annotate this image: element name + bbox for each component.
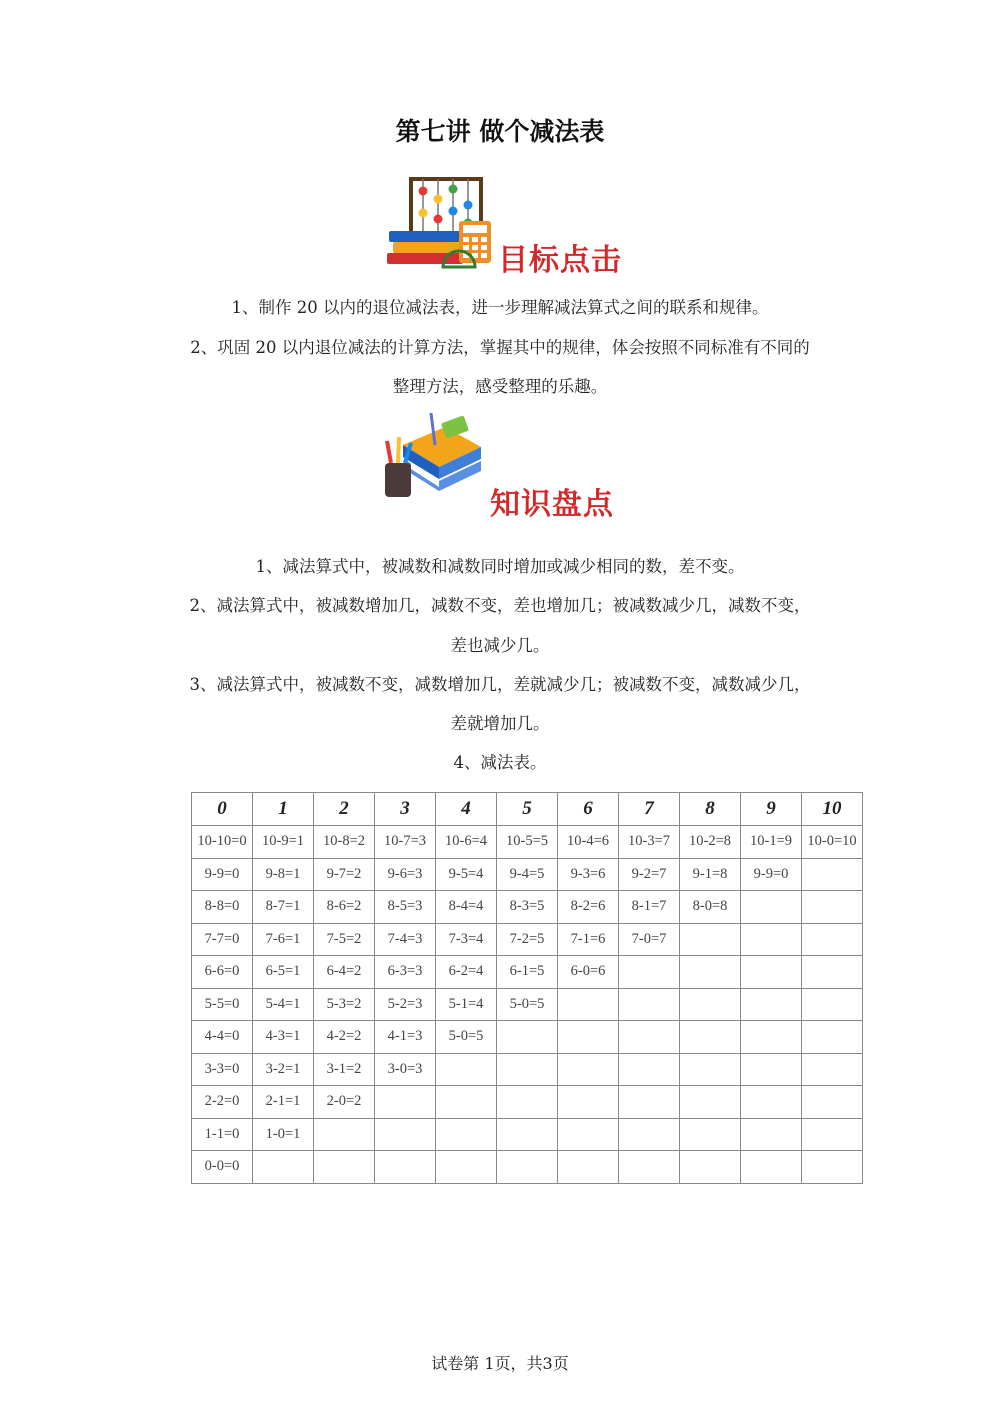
- table-cell: 6-6=0: [192, 956, 253, 989]
- table-cell: [375, 1151, 436, 1184]
- table-cell: [802, 1053, 863, 1086]
- table-cell: 6-2=4: [436, 956, 497, 989]
- table-cell: [680, 1021, 741, 1054]
- table-cell: [802, 923, 863, 956]
- table-cell: [497, 1151, 558, 1184]
- table-cell: 9-7=2: [314, 858, 375, 891]
- table-cell: [558, 1021, 619, 1054]
- column-header: 5: [497, 793, 558, 826]
- column-header: 3: [375, 793, 436, 826]
- abacus-books-illustration: [383, 175, 503, 275]
- table-cell: [680, 1151, 741, 1184]
- table-cell: 10-6=4: [436, 826, 497, 859]
- goal-item-2-cont: 整理方法，感受整理的乐趣。: [392, 377, 608, 396]
- page-footer: 试卷第 1页，共3页: [431, 1354, 569, 1373]
- table-cell: 2-0=2: [314, 1086, 375, 1119]
- table-cell: 9-4=5: [497, 858, 558, 891]
- table-cell: 1-1=0: [192, 1118, 253, 1151]
- table-cell: 10-0=10: [802, 826, 863, 859]
- knowledge-item-3-cont: 差就增加几。: [450, 714, 550, 733]
- table-cell: [802, 1086, 863, 1119]
- goal-item-1: 1、制作 20 以内的退位减法表，进一步理解减法算式之间的联系和规律。: [231, 298, 769, 317]
- table-cell: [741, 988, 802, 1021]
- page-title: 第七讲 做个减法表: [395, 117, 605, 146]
- table-cell: [558, 1118, 619, 1151]
- table-row: [192, 1086, 863, 1119]
- table-cell: [436, 1118, 497, 1151]
- table-cell: [741, 1021, 802, 1054]
- table-cell: [802, 956, 863, 989]
- column-header: 2: [314, 793, 375, 826]
- table-cell: [558, 1086, 619, 1119]
- knowledge-banner: [383, 405, 623, 520]
- table-cell: 5-1=4: [436, 988, 497, 1021]
- table-cell: 3-2=1: [253, 1053, 314, 1086]
- table-cell: [741, 1086, 802, 1119]
- table-cell: 9-9=0: [192, 858, 253, 891]
- table-row: [192, 1021, 863, 1054]
- column-header: 9: [741, 793, 802, 826]
- table-cell: [497, 1086, 558, 1119]
- table-cell: [436, 1086, 497, 1119]
- table-cell: 9-2=7: [619, 858, 680, 891]
- table-cell: [741, 956, 802, 989]
- table-cell: [802, 988, 863, 1021]
- table-cell: 5-2=3: [375, 988, 436, 1021]
- table-cell: 4-3=1: [253, 1021, 314, 1054]
- table-cell: 2-2=0: [192, 1086, 253, 1119]
- table-cell: 7-7=0: [192, 923, 253, 956]
- table-cell: 5-4=1: [253, 988, 314, 1021]
- table-header-row: [192, 793, 863, 826]
- table-cell: 5-3=2: [314, 988, 375, 1021]
- table-cell: 7-4=3: [375, 923, 436, 956]
- table-cell: [680, 1086, 741, 1119]
- knowledge-item-1: 1、减法算式中，被减数和减数同时增加或减少相同的数，差不变。: [255, 557, 745, 576]
- table-cell: 8-1=7: [619, 891, 680, 924]
- table-cell: [619, 1021, 680, 1054]
- knowledge-item-2-cont: 差也减少几。: [450, 636, 550, 655]
- table-cell: 6-4=2: [314, 956, 375, 989]
- table-cell: [619, 1086, 680, 1119]
- table-cell: 10-2=8: [680, 826, 741, 859]
- table-cell: 9-6=3: [375, 858, 436, 891]
- table-cell: [558, 1053, 619, 1086]
- table-cell: 10-4=6: [558, 826, 619, 859]
- knowledge-item-4: 4、减法表。: [453, 753, 547, 772]
- table-cell: [619, 988, 680, 1021]
- table-row: [192, 858, 863, 891]
- table-cell: 8-5=3: [375, 891, 436, 924]
- table-cell: [680, 1053, 741, 1086]
- table-cell: 9-1=8: [680, 858, 741, 891]
- table-cell: [802, 891, 863, 924]
- table-cell: 8-7=1: [253, 891, 314, 924]
- table-cell: [375, 1086, 436, 1119]
- table-cell: [741, 923, 802, 956]
- table-cell: 8-3=5: [497, 891, 558, 924]
- table-cell: 10-10=0: [192, 826, 253, 859]
- table-cell: 3-1=2: [314, 1053, 375, 1086]
- table-cell: 0-0=0: [192, 1151, 253, 1184]
- table-cell: [619, 1053, 680, 1086]
- table-cell: 7-2=5: [497, 923, 558, 956]
- knowledge-item-3: 3、减法算式中，被减数不变，减数增加几，差就减少几；被减数不变，减数减少几，: [189, 675, 811, 694]
- table-cell: [680, 956, 741, 989]
- table-cell: 5-0=5: [436, 1021, 497, 1054]
- table-cell: 2-1=1: [253, 1086, 314, 1119]
- table-cell: 6-1=5: [497, 956, 558, 989]
- table-cell: 10-9=1: [253, 826, 314, 859]
- table-cell: 6-3=3: [375, 956, 436, 989]
- table-cell: 9-8=1: [253, 858, 314, 891]
- table-row: [192, 1053, 863, 1086]
- table-row: [192, 826, 863, 859]
- column-header: 6: [558, 793, 619, 826]
- column-header: 0: [192, 793, 253, 826]
- table-cell: [436, 1053, 497, 1086]
- table-cell: 5-5=0: [192, 988, 253, 1021]
- table-cell: [802, 858, 863, 891]
- table-cell: 6-5=1: [253, 956, 314, 989]
- table-cell: [314, 1151, 375, 1184]
- table-cell: [253, 1151, 314, 1184]
- table-cell: [375, 1118, 436, 1151]
- table-cell: [558, 988, 619, 1021]
- goal-item-2: 2、巩固 20 以内退位减法的计算方法，掌握其中的规律，体会按照不同标准有不同的: [190, 338, 810, 357]
- column-header: 7: [619, 793, 680, 826]
- knowledge-item-2: 2、减法算式中，被减数增加几，减数不变，差也增加几；被减数减少几，减数不变，: [189, 596, 811, 615]
- table-cell: 7-0=7: [619, 923, 680, 956]
- table-cell: 10-8=2: [314, 826, 375, 859]
- table-cell: 9-9=0: [741, 858, 802, 891]
- table-cell: 7-1=6: [558, 923, 619, 956]
- table-cell: 3-3=0: [192, 1053, 253, 1086]
- table-cell: 9-3=6: [558, 858, 619, 891]
- table-cell: [680, 1118, 741, 1151]
- table-cell: [802, 1118, 863, 1151]
- table-cell: [741, 1151, 802, 1184]
- table-cell: [314, 1118, 375, 1151]
- table-cell: 8-6=2: [314, 891, 375, 924]
- books-pencils-illustration: [383, 405, 493, 505]
- table-body: [192, 826, 863, 1184]
- table-cell: 8-8=0: [192, 891, 253, 924]
- target-heading: 目标点击: [498, 243, 622, 278]
- table-cell: 4-4=0: [192, 1021, 253, 1054]
- table-cell: [558, 1151, 619, 1184]
- table-cell: [680, 923, 741, 956]
- table-cell: 9-5=4: [436, 858, 497, 891]
- table-cell: [680, 988, 741, 1021]
- table-row: [192, 988, 863, 1021]
- knowledge-heading: 知识盘点: [490, 487, 614, 522]
- table-cell: 10-7=3: [375, 826, 436, 859]
- table-cell: [497, 1053, 558, 1086]
- table-cell: 8-2=6: [558, 891, 619, 924]
- column-header: 1: [253, 793, 314, 826]
- table-cell: 10-5=5: [497, 826, 558, 859]
- table-cell: [497, 1118, 558, 1151]
- table-cell: [802, 1021, 863, 1054]
- table-row: [192, 891, 863, 924]
- table-cell: [619, 1151, 680, 1184]
- table-cell: [802, 1151, 863, 1184]
- column-header: 10: [802, 793, 863, 826]
- table-cell: 3-0=3: [375, 1053, 436, 1086]
- table-row: [192, 1151, 863, 1184]
- table-cell: 7-6=1: [253, 923, 314, 956]
- table-cell: [741, 891, 802, 924]
- table-cell: 4-1=3: [375, 1021, 436, 1054]
- table-cell: 7-3=4: [436, 923, 497, 956]
- target-banner: [383, 175, 623, 278]
- table-cell: 8-4=4: [436, 891, 497, 924]
- table-cell: [497, 1021, 558, 1054]
- table-cell: [741, 1118, 802, 1151]
- table-row: [192, 1118, 863, 1151]
- column-header: 8: [680, 793, 741, 826]
- subtraction-table: [191, 792, 863, 1184]
- table-row: [192, 956, 863, 989]
- table-cell: 7-5=2: [314, 923, 375, 956]
- table-row: [192, 923, 863, 956]
- table-cell: 4-2=2: [314, 1021, 375, 1054]
- table-cell: 8-0=8: [680, 891, 741, 924]
- table-cell: 6-0=6: [558, 956, 619, 989]
- table-cell: 10-1=9: [741, 826, 802, 859]
- column-header: 4: [436, 793, 497, 826]
- table-cell: 1-0=1: [253, 1118, 314, 1151]
- table-cell: 10-3=7: [619, 826, 680, 859]
- table-cell: [619, 956, 680, 989]
- table-cell: [741, 1053, 802, 1086]
- table-cell: [436, 1151, 497, 1184]
- table-cell: 5-0=5: [497, 988, 558, 1021]
- table-cell: [619, 1118, 680, 1151]
